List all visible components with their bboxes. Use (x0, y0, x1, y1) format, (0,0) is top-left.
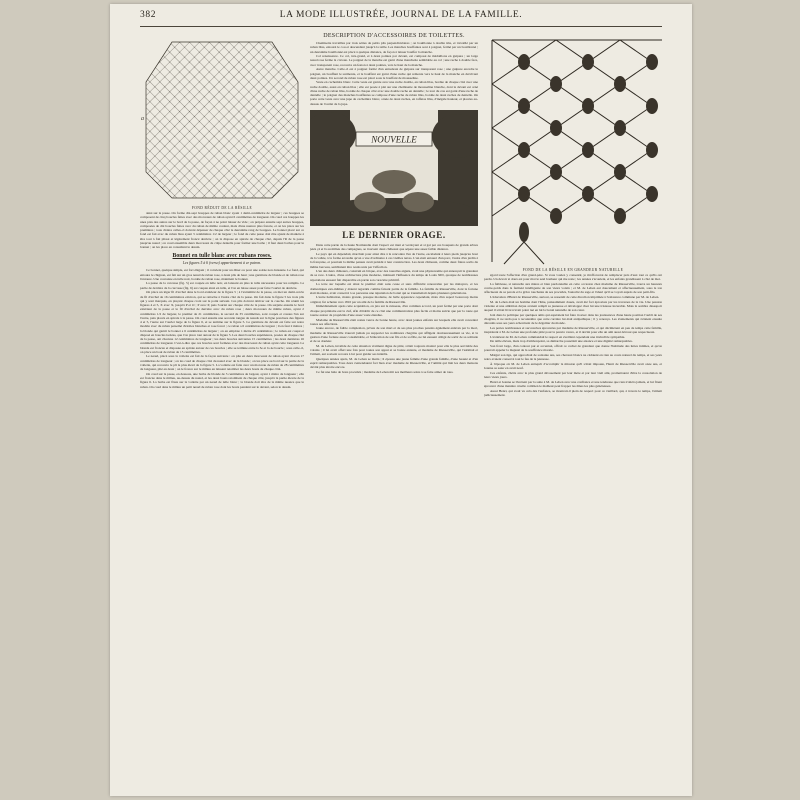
net-pattern-figure (140, 32, 304, 204)
paragraph: Henri et Jeanne se livrèrent par la suite à M. de Leben avec une confiance et une tendresse que rien n'altéra jamais, et lui firent éprouver d'une manière cruelle combien le malheur peut frapper les âmes les plus généreuses. (484, 379, 662, 388)
paragraph: Jeune encore, de faible complexion, privée de son mari et de ses plus proches parents également enlevés par la mort, madame de Riesserville n'aurait jamais pu supporter les nombreux chagrins qui affligent douloureusement sa vie, si la gestion d'une fortune assez considérable, et l'éducation de son fils et de sa fille, ne lui eussent obligé de sortir de sa solitude et de sa douleur. (310, 326, 478, 344)
paragraph: L'extérieur de M. de Leben commandait le respect en éveillant cependant une invincible sympathie. (490, 334, 626, 339)
paragraph: Madame de Riesserville était restée veuve de bonne heure, avec deux jeunes enfants sur lesquels elle avait concentré toutes ses affections. (310, 317, 478, 326)
story-text-right (484, 273, 662, 397)
journal-title: LA MODE ILLUSTRÉE, JOURNAL DE LA FAMILLE. (279, 10, 523, 20)
paragraph: Jeté dans la politique par quelques amis qui espéraient lui faire trouver dans les jouissances d'une haute position l'oubli de ses chagrins, il ne tarda pas à reconnaître que cette carrière lui était antipathique ; il y renonça. Les événements qui s'étaient ensuite déroulés sous ses yeux achevèrent de le dégoûter du monde. (484, 312, 662, 326)
header-rule (140, 26, 662, 27)
paragraph: L'autre habitation, moins grande, presque moderne, de belle apparence cependant, mais d'un aspect beaucoup moins original, fut achetée vers 1810 par un ami de la famille de Riesserville. (310, 295, 478, 304)
fringe-figure-caption: FOND DE LA RÉSILLE EN GRANDEUR NATURELLE (522, 268, 624, 272)
paragraph: Malgré son âge, qui approchait de soixante ans, ses cheveux blancs ne cédaient en rien au cours naturel du temps, et ses yeux noirs avaient conservé tout le feu de la jeunesse. (484, 353, 662, 362)
paragraph: Le nœud, placé sous la voilette est fait de la façon suivante : on plie en deux morceaux de ruban ayant chacun 17 centimètres de longueur ; on les coud de chaque côté du nœud avec de la blonde ; on les place au bord sur la partie de la voilette, qui recouvre le pli le plus élevé de la figure 5. La voilette est faite avec un morceau de ruban de 28 centimètres de longueur, plié en deux ; on le fronce sur le milieu en laissant retomber les deux bouts de chaque côté. (140, 354, 304, 372)
paragraph: M. de Leben, invalide de cette situation vraiment digne de pitié, s'était toujours montré pour elle le plus serviable des voisins ; il lui avait offert une fois pour toutes son appui et sa bonne entente, et madame de Riesserville, qui l'estimait et l'aimait, eut souvent recours à lui pour guider ses intérêts. (310, 343, 478, 357)
story-title: LE DERNIER ORAGE. (342, 229, 446, 240)
paragraph: Chemisette travaillée par trois séries de petits plis perpendiculaires ; on bouillonne à double tête, et travaillé par un ruban lilas, entouré le cou et descendant jusqu'à la taille. Les manches bouffantes sont à poignet, fermé par un bouillonné ; un deuxième bouillonné est placé à quelque distance, de façon à laisser bouffer la manche. (310, 41, 478, 54)
paragraph: Son front large, d'un contour pur et accentué, offrait ce cachet de grandeur que donne l'habitude des luttes intimes, et qu'on pourrait appeler la majesté de la souffrance morale. (484, 344, 662, 353)
paragraph: L'un des deux châteaux, construit en brique, avec des tourelles aiguës, avait une physionomie qui annonçait la grandeur de sa race. L'autre, d'une architecture plus moderne, trahissait l'influence du temps de Louis XIII, quoique de nombreuses réparations eussent fait disparaître en partie son caractère primitif. (310, 269, 478, 282)
page-header (140, 10, 662, 24)
paragraph: La terre sur laquelle est situé le premier était sans cesse et sans difficulté renouvelée par les métayers, et les domestiques eux-mêmes y étaient regardés comme faisant partie de la famille. La famille de Riesserville, dont la fortune était modeste, avait conservé à sa personne une réputation de bonté qui se transmettait depuis plusieurs générations. (310, 282, 478, 295)
paragraph: Veste en cachemire blanc. Cette veste est garnie avec une ruche double, en ruban lilas, bordée de chaque côté avec une ruche double, aussi en ruban lilas ; elle est posée à plat sur une chemisette de mousseline blanche, dont le devant est orné d'une ruche de ruban lilas, bordée de chaque côté avec une double ruche en dentelle ; le tour du cou est garni d'une ruche de dentelle ; le poignet des manches bouffantes se compose d'une ruche de ruban lilas, bordée de deux ruches de dentelle. On porte cette veste avec une jupe de cachemire blanc, ornée de deux ruches, en taffetas lilas, d'inégale hauteur, et placées au-dessus de l'ourlet de la jupe. (310, 80, 478, 106)
paragraph: À l'époque où M. de Leben entreprit d'accomplir la mission qu'il s'était imposée, Henri de Riesserville avait onze ans, et Jeanne sa sœur en avait neuf. (484, 361, 662, 371)
page-number: 382 (140, 10, 157, 20)
paragraph: Immédiatement après cette acquisition, on jeta sur le ruisseau, d'un commun accord, un pont fermé par une porte dont chaque propriétaire eut la clef, afin d'établir de ce côté une communication plus facile et moins suivie que par la route qui tourne autour de propriétés d'une assez vaste étendue. (310, 304, 478, 317)
section-title-bonnet: Bonnet en tulle blanc avec rubans roses. (172, 253, 272, 260)
figure-marker-a: a (141, 116, 144, 122)
paragraph: On coud sur la passe, en dessous, une barbe de blonde de 3 centimètres de largeur, ayant 1 mètre de longueur ; elle est froncée dans le milieu, au-dessus du nœud, et les deux bouts retombent de chaque côté, jusqu'à la partie élevée de la figure 6. La barbe est fixée sur la voilette par un nœud de tulle blanc ; la blonde doit être de la même nuance que le ruban. On coud dans le milieu un petit nœud de ruban rose dont les bouts pendent sur le devant, selon le dessin. (140, 371, 304, 389)
newspaper-page (110, 4, 692, 796)
paragraph: Quelques années après, M. de Leben se maria ; il épousa une jeune femme d'une grande famille, d'une beauté et d'un esprit remarquables. Tous deux s'entendaient fort bien avec madame de Riesserville, et l'amitié qui liait les deux maisons devint plus étroite encore. (310, 356, 478, 370)
description-text (310, 41, 478, 106)
paragraph: ainsi sur la passe. On forme dix-sept bouppes de ruban blanc ayant 1 demi-centimètre de largeur ; ces bouppes se composent de cinq boucles faites avec des morceaux de ruban ayant 6 centimètres de longueur. On coud ces bouppes les unes près des autres sur le bord de la passe, de façon à ne point laisser de vide ; on prépare ensuite sept autres bouppes, composées de dix boucles faites avec du ruban de même couleur, mais d'une nuance plus foncée, et on les place sur les premières ; tous d'entre celles-ci doivent dépasser de chaque côté le deuxième rang de bouppes. Le bonnet placé sur ce fond est fait avec du ruban bleu ayant 3 centimètres 1/2 de largeur ; le fond de cette passe doit être ajusté de manière à être tout à fait plissé et légèrement froncé derrière ; on la dispose en spirale de chaque côté, depuis l'R de la passe jusqu'au nœud ; on coud ensemble deux morceaux de crêpe dentelle pour former une barbe ; il faut deux barbes pour le bonnet ; on les place en consultant le dessin. (140, 211, 304, 249)
paragraph: De taille élevée, mais trop d'embonpoint, sa démarche possédait une aisance et une dignité remarquables. (490, 339, 633, 344)
paragraph: Dans cette partie de la haute Normandie dont l'aspect est riant et verdoyant et si gai par ces bouquets de grands arbres jetés çà et là au milieu des campagnes, se trouvent deux châteaux que sépare une assez faible distance. (310, 242, 478, 252)
column-middle (310, 32, 478, 790)
section-subtitle: Les figures 5 à 6 (verso) appartiennent à ce patron. (182, 261, 262, 266)
paragraph: Le pays qui en dépendait, marchait pour ainsi dire à la rencontre l'un de l'autre, escaladant à leurs pieds jusqu'au bout de la vallée, à la forme arrondie qu'on a vue d'ordinaire à ces vieilles terres. L'un était entouré d'un parc, l'autre d'un jardin à la française, et pourtant la même pensée avait présidé à leur construction. Les deux châteaux, comme deux frères sortis du même berceau, semblaient être restés unis par l'affection. (310, 251, 478, 269)
nouvelle-vignette-illustration (310, 110, 478, 226)
paragraph: Col renaissance. Ce col, très-grand, et à deux pointes par devant, est composé de médaillons en guipure ; un large nœud rose ferme la cravate. Le poignet de la manche est garni d'une manchette semblable au col ; une ruche à double face, avec transparent rose, recouvre un feston à deux pointes, vers le haut de la manche. (310, 54, 478, 67)
vignette-banner-text: NOUVELLE (371, 134, 417, 145)
paragraph: La faiblesse, si naturelle aux mères et bien pardonnable en cette occasion chez madame de Riesserville, trouva un heureux contre-poids dans la fermeté intelligente de son vieux voisin ; et M. de Leben eut doucement et affectueusement, sous le ton affectueux de sa parole et la grâce touchante de ses procédés, l'autorité du sage et l'aïeul qu'il se voyait auprès de son petit-fils. (484, 281, 662, 295)
paragraph: Ces enfants, chéris avec le plus grand dévouement par leur mère et par leur vieil ami, promettaient d'être la consolation de leurs vieux jours. (484, 370, 662, 380)
paragraph: On place un léger fil d'archal dans le bord extérieur de la figure 5 ; à l'extrémité de la passe, on met un demi-cercle de fil d'archal de 16 centimètres environ, qui se rattache à l'autre côté de la passe. On fait dans la figure 5 les trois plis qui y sont marqués, en plaçant chaque croix sur le point suivant. Ces plis doivent dériver sur la couche. On réunit les figures 4 et 5, X avec X, jusqu'à P et O ; P avec P, puis l'ourlet sur chaque côté de la passe. On surjette ensuite le bord extérieur de la passe et le fil d'archal de derrière avec du ruban rose ; deux morceaux de même ruban, ayant 2 centimètres 1/2 de largeur, le premier de 21 centimètres, le second de 35 centimètres, sont coupés et cousus l'un sur l'autre, puis placés en spirale à la passe. On coud ensuite une seconde rangée de nœuds sur la ligne ponctuée des figures 4 et 5, l'autre sur l'ourlet large de la figure 6, et se termine sur la figure 5. La garniture du devant est faite sur notre modèle avec du ruban parsemé d'étoiles blanches et rose foncé ; ce ruban a 6 centimètres de largeur ; il en faut 2 mètres ; la blonde qui garnit le bonnet a 6 centimètres de largeur ; on en emploie 1 mètre 45 centimètres ; le ruban est coupé et disposé en boucles isolées, que l'on place tout autour de la figure 5. Les deux boucles supérieures, posées de chaque côté de la passe, ont chacune 12 centimètres de longueur ; les deux boucles suivantes 15 centimètres ; les deux dernières 16 centimètres de longueur. C'est-à-dire que ces boucles sont formées avec des morceaux de ruban ayant cette longueur. La blonde est froncée et disposée en spirale autour de ces boucles ; elle se termine entre la 3e et la 4e boucle ; sous celle-ci, on place un bout de ruban de 15 centimètres. (140, 290, 304, 354)
net-figure-caption: FOND RÉDUIT DE LA RÉSILLE (191, 206, 253, 210)
paragraph: Aussi Henri, qui avait vu cela dès l'enfance, se montrait-il plein de respect pour ce vieillard, qui, à travers le temps, l'aimait judicieusement. (484, 388, 662, 397)
paragraph: La passe de la carcasse (fig. 5) est coupée en tulle noir, en laissant en plus le tulle nécessaire pour les remplis. La partie de derrière de la carcasse (fig. 6) est coupée ainsi en tulle, et l'on en laisse assez pour faire l'ourlet de derrière. (140, 281, 304, 290)
paragraph: Ce fut une lutte de bons procédés ; madame de Leben mit ses meilleurs soins à se faire aimer de tous. (316, 370, 454, 375)
paragraph: Autre manche. Celle-ci est à poignet formé d'un entredeux de guipure sur transparent rose ; une guipure encadre le poignet, un bouffant le surmonte, et le bouffant est garni d'une ruche qui remonte vers le haut de la manche en décrivant deux pointes. Un second de ruban rose est placé sous le bouffant de mousseline. (310, 67, 478, 80)
story-text-middle (310, 243, 478, 374)
column-left (140, 32, 304, 790)
paragraph: Ce bonnet, quelque simple, est fort élégant ; il convient pour un dîner ou pour une soirée non dansante. Le fond, qui entoure le chignon, est fait sur un gros nœud de ruban rose, à deux plis de haut ; une garniture de blonde et de ruban rose l'entoure. Une couronne en tulle noir, bordée de ruban rose, maintient le bonnet. (140, 268, 304, 281)
paragraph: égard toute l'affection d'un grand-père. Si vous voulez y consentir, je m'efforcerai de remplacer près d'eux tout ce qu'ils ont perdu. Un devoir si doux est pour moi le seul bonheur qui me reste ; les années s'écoulent, et les enfants grandissent à côté de moi. (484, 273, 662, 282)
paragraph: M. de Leben était un homme dont l'âme, puissamment douée, avait été fort éprouvée par les traverses de la vie. Une passion violente et une ambition déçue avaient rempli sa jeunesse et développé chez lui une tristesse incurable. Mais la sombre désespoir auquel il s'était livré n'avait point tué en lui la bonté naturelle de son cœur. (484, 299, 662, 313)
net-fringe-figure (484, 32, 662, 266)
paragraph: L'éducation d'Henri de Riesserville, surtout, se ressentit de cette direction imprimée à l'existence commune par M. de Leben. (490, 295, 660, 300)
description-title: DESCRIPTION D'ACCESSOIRES DE TOILETTES. (323, 33, 465, 39)
column-right (484, 32, 662, 790)
paragraph: Les pertes nombreuses et successives éprouvées par madame de Riesserville, et qui décimèrent en peu de temps cette famille, inspirèrent à M. de Leben une profonde pitié pour la pauvre veuve, et il devint pour elle un ami aussi dévoué que respectueux. (484, 325, 662, 335)
left-column-text (140, 211, 304, 389)
